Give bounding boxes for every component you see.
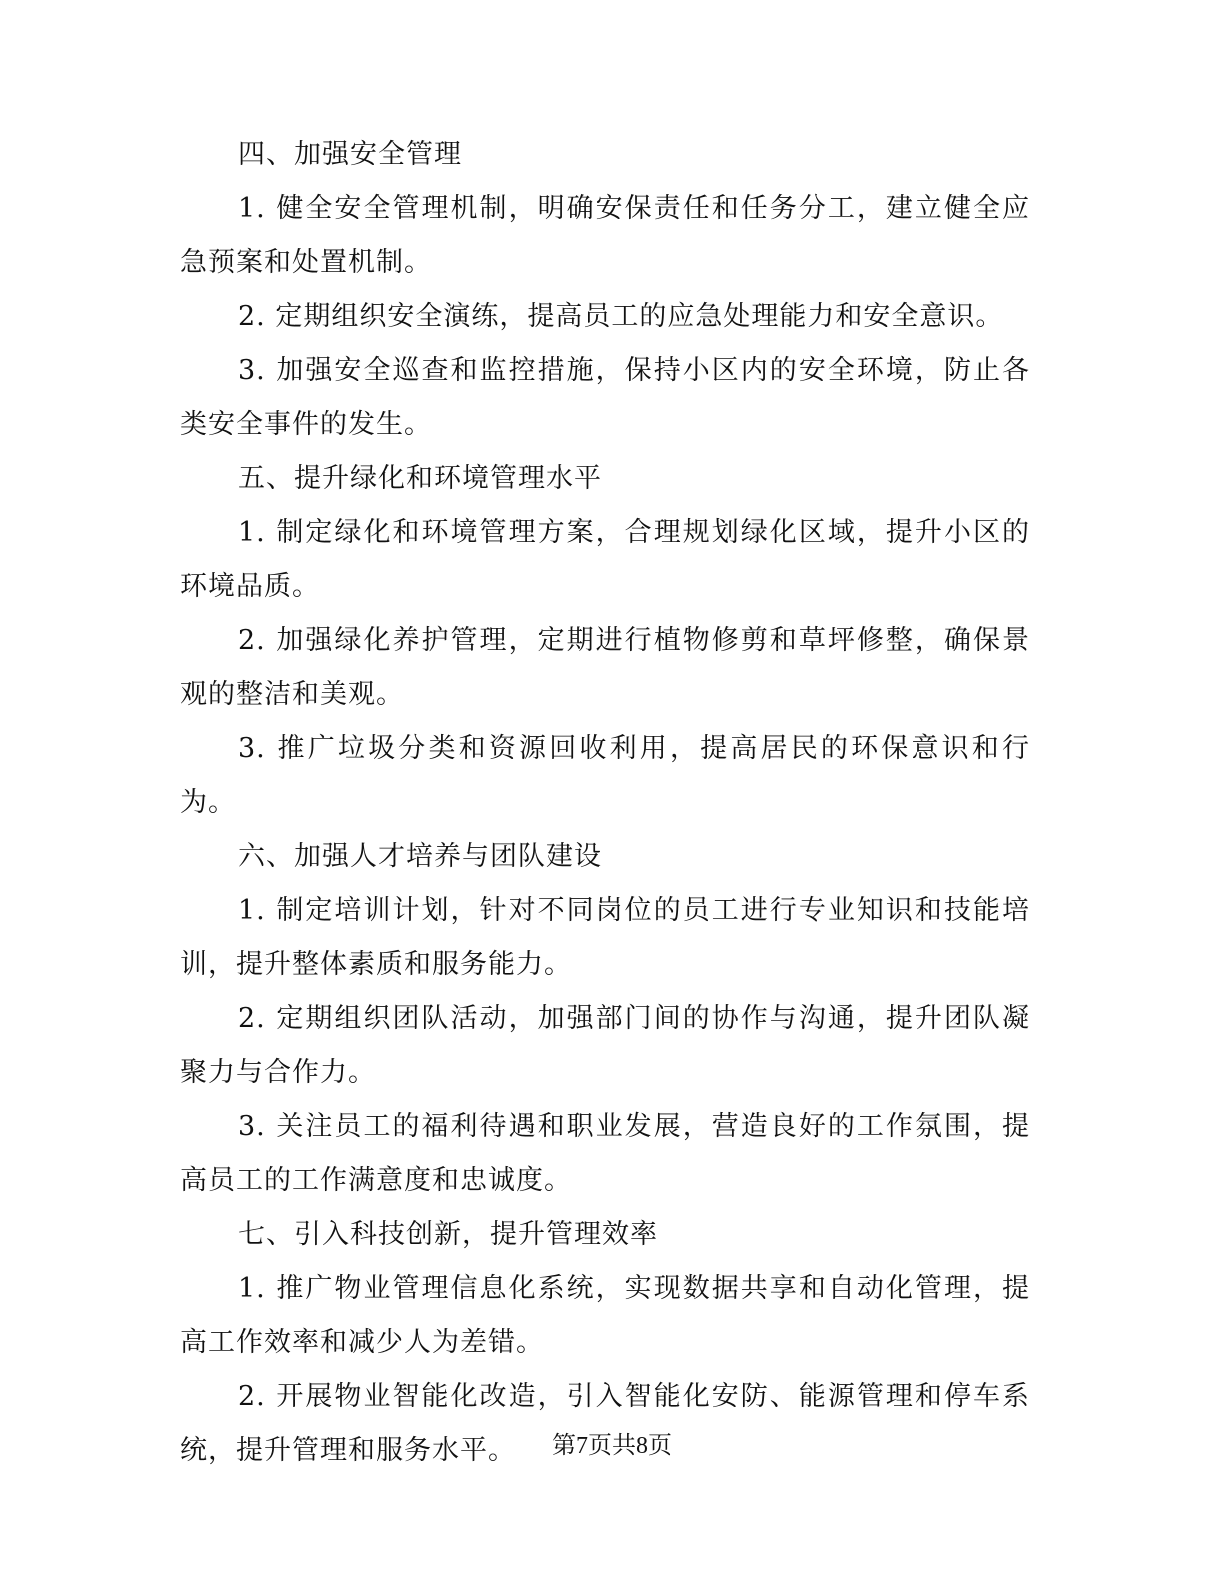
list-item: 1. 推广物业管理信息化系统，实现数据共享和自动化管理，提高工作效率和减少人为差错。 <box>180 1273 1030 1358</box>
list-item: 2. 定期组织团队活动，加强部门间的协作与沟通，提升团队凝聚力与合作力。 <box>180 1003 1030 1088</box>
list-item: 3. 加强安全巡查和监控措施，保持小区内的安全环境，防止各类安全事件的发生。 <box>180 355 1030 440</box>
list-item: 2. 加强绿化养护管理，定期进行植物修剪和草坪修整，确保景观的整洁和美观。 <box>180 625 1030 710</box>
section-heading: 五、提升绿化和环境管理水平 <box>238 463 602 494</box>
list-item: 3. 推广垃圾分类和资源回收利用，提高居民的环保意识和行为。 <box>180 733 1030 818</box>
document-body <box>180 128 1030 1478</box>
list-item: 3. 关注员工的福利待遇和职业发展，营造良好的工作氛围，提高员工的工作满意度和忠诚度。 <box>180 1111 1030 1196</box>
list-item: 1. 制定培训计划，针对不同岗位的员工进行专业知识和技能培训，提升整体素质和服务能力。 <box>180 895 1030 980</box>
section-heading: 四、加强安全管理 <box>238 139 462 170</box>
list-item: 1. 制定绿化和环境管理方案，合理规划绿化区域，提升小区的环境品质。 <box>180 517 1030 602</box>
section-heading: 七、引入科技创新，提升管理效率 <box>238 1219 658 1250</box>
list-item: 2. 定期组织安全演练，提高员工的应急处理能力和安全意识。 <box>238 301 1004 332</box>
list-item: 2. 开展物业智能化改造，引入智能化安防、能源管理和停车系统，提升管理和服务水平。 <box>180 1381 1030 1466</box>
list-item: 1. 健全安全管理机制，明确安保责任和任务分工，建立健全应急预案和处置机制。 <box>180 193 1030 278</box>
section-heading: 六、加强人才培养与团队建设 <box>238 841 602 872</box>
page-number: 第7页共8页 <box>552 1433 672 1459</box>
